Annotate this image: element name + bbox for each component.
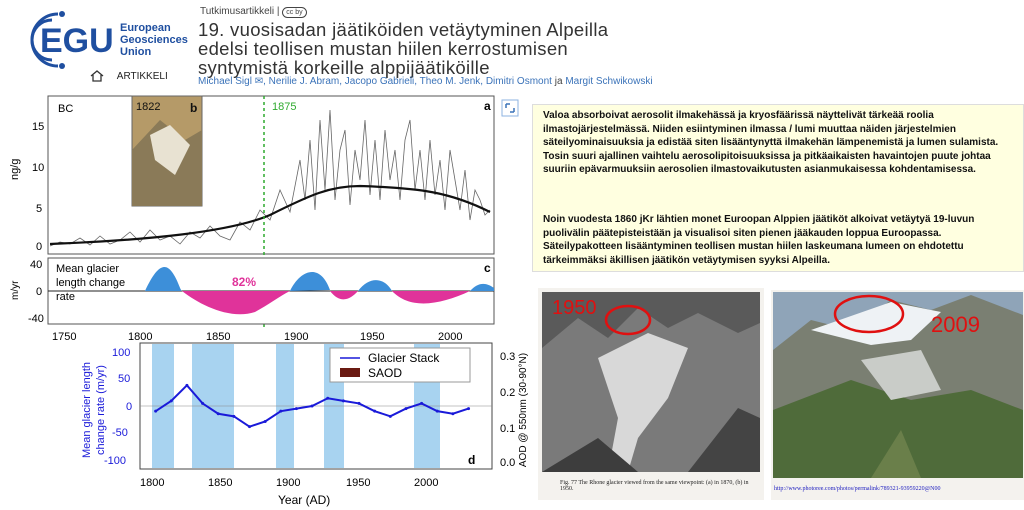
x-tick: 1850	[206, 331, 231, 343]
summary-paragraph-1: Valoa absorboivat aerosolit ilmakehässä ja kryosfäärissä näyttelivät tärkeää roolia ilmastojärjestelmässä. Niiden esiintyminen ilmassa / lumi muuttaa näiden järjestelmien säteilyominaisuuksia ja edistää siten lisääntynyttä ilmakehän lämpenemistä ja lumen sulamista. Tosin suuri ajallinen vaihtelu aerosolipitoisuuksissa ja pitkäaikaisten havaintojen puute johtaa suuriin epävarmuuksiin aerosolien ilmastovaikutusten asianmukaisessa kohdentamisessa.	[543, 110, 999, 176]
panel-d-rtick: 0.0	[500, 457, 516, 469]
title-line: 19. vuosisadan jäätiköiden vetäytyminen Alpeilla	[198, 19, 609, 40]
x-tick: 1900	[284, 331, 309, 343]
x-tick: 1900	[276, 477, 301, 489]
glacier-stack-point	[201, 402, 204, 405]
title-line: edelsi teollisen mustan hiilen kerrostumisen	[198, 38, 569, 59]
rhone-glacier-2009-photo	[771, 290, 1024, 500]
home-icon[interactable]	[90, 70, 104, 82]
painting-year: 1822	[136, 101, 161, 113]
glacier-stack-point	[451, 412, 454, 415]
egu-name-line: Union	[120, 46, 152, 58]
summary-paragraph-2: Noin vuodesta 1860 jKr lähtien monet Euroopan Alppien jäätiköt alkoivat vetäytyä 19-luvun puolivälin päätepisteistään ja visualisoi siten pienen jääkauden loppua Euroopassa. Säteilypakotteen lisääntyminen teollisen mustan hiilen laskeumana lumeen on ehdotettu tärkeimmäksi äkillisen jäätikön vetäytymisen syyksi Alpeilla.	[543, 214, 975, 266]
panel-c-label: length change	[56, 277, 126, 289]
panel-c-letter: c	[484, 261, 491, 275]
panel-d-rtick: 0.3	[500, 351, 516, 363]
glacier-stack-point	[217, 412, 220, 415]
panel-d-ytick: 0	[126, 401, 133, 413]
legend-saod-swatch	[340, 368, 360, 377]
glacier-stack-point	[170, 399, 173, 402]
glacier-stack-point	[232, 415, 235, 418]
percent-label: 82%	[232, 275, 257, 289]
photo-year-1950: 1950	[552, 297, 597, 319]
photo-caption-2009[interactable]: http://www.photoree.com/photos/permalink/789321-93959220@N00	[774, 486, 941, 492]
glacier-stack-point	[404, 407, 407, 410]
panel-a-ytick: 5	[36, 203, 43, 215]
glacier-stack-point	[389, 415, 392, 418]
panel-a-ytick: 15	[32, 121, 45, 133]
author-link[interactable]: Theo M. Jenk	[419, 76, 481, 87]
panel-d-ytick: -100	[104, 455, 127, 467]
panel-c-ytick: 0	[36, 286, 43, 298]
panel-a-letter: a	[484, 99, 491, 113]
panel-d-ytick: -50	[112, 427, 128, 439]
x-tick: 1850	[208, 477, 233, 489]
glacier-stack-point	[248, 425, 251, 428]
glacier-stack-point	[420, 402, 423, 405]
x-tick: 1950	[360, 331, 385, 343]
author-link[interactable]: Michael Sigl	[198, 76, 252, 87]
panel-d-ylabel-right: AOD @ 550nm (30-90°N)	[518, 352, 529, 468]
x-tick: 1800	[140, 477, 165, 489]
figure-graphic	[0, 90, 530, 510]
panel-d-rtick: 0.1	[500, 423, 516, 435]
license-icon[interactable]: cc by	[282, 7, 306, 18]
glacier-stack-point	[467, 407, 470, 410]
rhone-glacier-1950-photo	[538, 288, 764, 500]
author-joiner: ja	[554, 76, 563, 87]
egu-name-line: European	[120, 22, 171, 34]
author-link[interactable]: Jacopo Gabrieli	[344, 76, 415, 87]
glacier-stack-point	[326, 397, 329, 400]
x-tick: 1750	[52, 331, 77, 343]
painting-letter: b	[190, 101, 198, 115]
glacier-stack-point	[264, 420, 267, 423]
panel-c-ylabel: m/yr	[10, 280, 21, 300]
photo-year-2009: 2009	[931, 312, 980, 337]
egu-logo-graphic	[18, 8, 128, 72]
panel-a-label: BC	[58, 103, 74, 115]
egu-name-line: Geosciences	[120, 34, 188, 46]
panel-d-ytick: 100	[112, 347, 131, 359]
year-1875-label: 1875	[272, 101, 297, 113]
egu-name	[120, 22, 188, 58]
photo-caption-1950: Fig. 77 The Rhone glacier viewed from the same viewpoint: (a) in 1870, (b) in 1950.	[560, 480, 749, 492]
expand-icon[interactable]	[502, 100, 518, 116]
x-tick: 2000	[438, 331, 463, 343]
panel-d-ytick: 50	[118, 373, 131, 385]
author-list: Michael Sigl ✉, Nerilie J. Abram, Jacopo Gabrieli, Theo M. Jenk, Dimitri Osmont ja Margit Schwikowski	[198, 76, 653, 87]
x-axis-label: Year (AD)	[278, 493, 331, 507]
panel-d-ylabel: Mean glacier length	[81, 361, 93, 459]
legend-glacier: Glacier Stack	[368, 351, 440, 365]
panel-a-ytick: 10	[32, 162, 45, 174]
x-tick: 1950	[346, 477, 371, 489]
author-link[interactable]: Dimitri Osmont	[485, 76, 552, 87]
x-tick: 2000	[414, 477, 439, 489]
author-link[interactable]: Nerilie J. Abram	[268, 76, 340, 87]
page-title	[198, 20, 928, 77]
glacier-stack-point	[358, 402, 361, 405]
title-line: syntymistä korkeille alppijäätiköille	[198, 57, 490, 78]
author-link[interactable]: Margit Schwikowski	[565, 76, 653, 87]
article-type	[200, 6, 307, 18]
glacier-stack-point	[279, 410, 282, 413]
mail-icon[interactable]: ✉	[254, 76, 264, 87]
glacier-stack-point	[185, 384, 188, 387]
panel-d-letter: d	[468, 453, 476, 467]
panel-c-label: rate	[56, 291, 75, 303]
article-nav[interactable]	[90, 70, 168, 82]
glacier-stack-point	[436, 410, 439, 413]
summary-box	[532, 104, 1024, 272]
panel-c-ytick: 40	[30, 259, 43, 271]
panel-a-ytick: 0	[36, 241, 43, 253]
panel-c-label: Mean glacier	[56, 263, 119, 275]
article-type-label: Tutkimusartikkeli	[200, 6, 275, 17]
glacier-stack-point	[342, 399, 345, 402]
glacier-stack-point	[311, 405, 314, 408]
glacier-stack-point	[373, 410, 376, 413]
glacier-stack-point	[295, 407, 298, 410]
panel-a-ylabel: ng/g	[9, 158, 21, 180]
legend-saod: SAOD	[368, 366, 403, 380]
panel-d-rtick: 0.2	[500, 387, 516, 399]
x-tick: 1800	[128, 331, 153, 343]
separator: |	[276, 6, 280, 17]
panel-d-ylabel: change rate (m/yr)	[95, 365, 107, 455]
nav-article-link[interactable]: ARTIKKELI	[116, 70, 168, 82]
egu-letters: EGU	[40, 22, 114, 60]
panel-c-ytick: -40	[28, 313, 44, 325]
glacier-stack-point	[154, 410, 157, 413]
